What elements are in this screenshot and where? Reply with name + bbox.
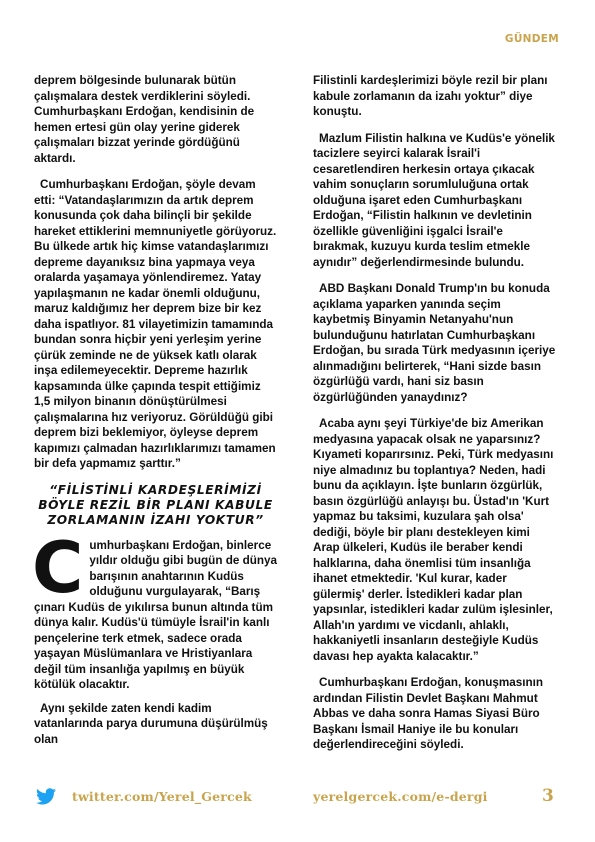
article-paragraph: Aynı şekilde zaten kendi kadim vatanlarında parya durumuna düşürülmüş olan — [34, 701, 268, 746]
page-footer — [0, 786, 595, 810]
article-paragraph: deprem bölgesinde bulunarak bütün çalışmalara destek verdiklerini söyledi. Cumhurbaşkanı Erdoğan, kendisinin de hemen ertesi gün olay yerine giderek çalışmaları bizzat yerinde gördüğünü aktardı. — [34, 74, 255, 165]
article-paragraph: Mazlum Filistin halkına ve Kudüs'e yönelik tacizlere seyirci kalarak İsrail'i cesaretlendiren herkesin ortaya çıkacak vahim sonuçların sorumluluğuna ortak olduğuna işaret eden Cumhurbaşkanı Erdoğan, “Filistin halkının ve devletinin özellikle güvenliğini işgalci İsrail'e bırakmak, kuzuyu kurda teslim etmekle aynıdır” değerlendirmesinde bulundu. — [313, 131, 555, 269]
article-paragraph: Cumhurbaşkanı Erdoğan, konuşmasının ardından Filistin Devlet Başkanı Mahmut Abbas ve daha sonra Hamas Siyasi Büro Başkanı İsmail Haniye ile bu konuları değerlendireceğini söyledi. — [313, 676, 544, 751]
drop-cap: C — [32, 526, 84, 609]
article-paragraph: ABD Başkanı Donald Trump'ın bu konuda açıklama yaparken yanında seçim kaybetmiş Binyamin Netanyahu'nun bulunduğunu hatırlatan Cumhurbaşkanı Erdoğan, bu sırada Türk medyasının içeriye alınmadığını belirterek, “Hani sizde basın özgürlüğü vardı, hani siz basın özgürlüğünden yanaydınız? — [313, 282, 556, 404]
website-link[interactable]: yerelgercek.com/e-dergi — [313, 789, 488, 804]
left-column — [34, 73, 277, 758]
pull-quote: “FİLİSTİNLİ KARDEŞLERİMİZİ BÖYLE REZİL BİR PLANI KABULE ZORLAMANIN İZAHI YOKTUR” — [38, 482, 273, 527]
page-number: 3 — [542, 786, 554, 806]
article-paragraph: Filistinli kardeşlerimizi böyle rezil bir planı kabule zorlamanın da izahı yoktur” diye konuştu. — [313, 74, 548, 118]
section-tag: GÜNDEM — [504, 33, 559, 45]
dropcap-paragraph — [32, 526, 278, 693]
twitter-bird-icon[interactable] — [36, 788, 56, 805]
article-paragraph: Cumhurbaşkanı Erdoğan, şöyle devam etti: “Vatandaşlarımızın da artık deprem konusunda çok daha bilinçli bir şekilde hareket ettiklerini memnuniyetle görüyoruz. Bu ülkede artık hiç kimse vatandaşlarımızı depreme dayanıksız bina yapmaya veya oralarda yaşamaya yönlendiremez. Yatay yapılaşmanın ne kadar önemli olduğunu, maruz kaldığımız her deprem bize bir kez daha ispatlıyor. 81 vilayetimizin tamamında bundan sonra hiçbir yeni yerleşim yerine çürük zeminde ne de yüksek katlı olarak inşa edilemeyecektir. Depreme hazırlık kapsamında ülke çapında tespit ettiğimiz 1,5 milyon binanın dönüştürülmesi çalışmalarına hız veriyoruz. Görüldüğü gibi deprem bizi beklemiyor, öyleyse deprem kapımızı çalmadan hazırlıklarımızı tamamen bir defa yapmamız şarttır.” — [34, 178, 277, 470]
article-paragraph: Acaba aynı şeyi Türkiye'de biz Amerikan medyasına yapacak olsak ne yaparsınız? Kıyameti koparırsınız. Peki, Türk medyasını niye almadınız bu toplantıya? Neden, hadi bunu da açıklayın. İşte bunların özgürlük, basın özgürlüğü anlayışı bu. Üstad'ın 'Kurt yapmaz bu taksimi, kuzulara şah olsa' dediği, böyle bir planı destekleyen kimi Arap ülkeleri, Kudüs ile beraber kendi halklarına, daha önemlisi tüm insanlığa ihanet etmektedir. 'Kul kurar, kader gülermiş' derler. İstedikleri kadar plan yapsınlar, istedikleri kadar zulüm işlesinler, Allah'ın yardımı ve vicdanlı, ahlaklı, hakkaniyetli insanların desteğiyle Kudüs davası hep ayakta kalacaktır.” — [313, 417, 554, 663]
article-paragraph: umhurbaşkanı Erdoğan, binlerce yıldır olduğu gibi bugün de dünya barışının anahtarının Kudüs olduğunu vurgulayarak, “Barış çınarı Kudüs de yıkılırsa bunun altında tüm dünya kalır. Kudüs'ü tümüyle İsrail'in kanlı pençelerine terk etmek, sadece orada yaşayan Müslümanlara ve Hristiyanlara değil tüm insanlığa yapılmış en büyük kötülük olacaktır. — [34, 538, 278, 691]
twitter-link[interactable]: twitter.com/Yerel_Gercek — [72, 789, 252, 804]
right-column — [313, 73, 556, 764]
